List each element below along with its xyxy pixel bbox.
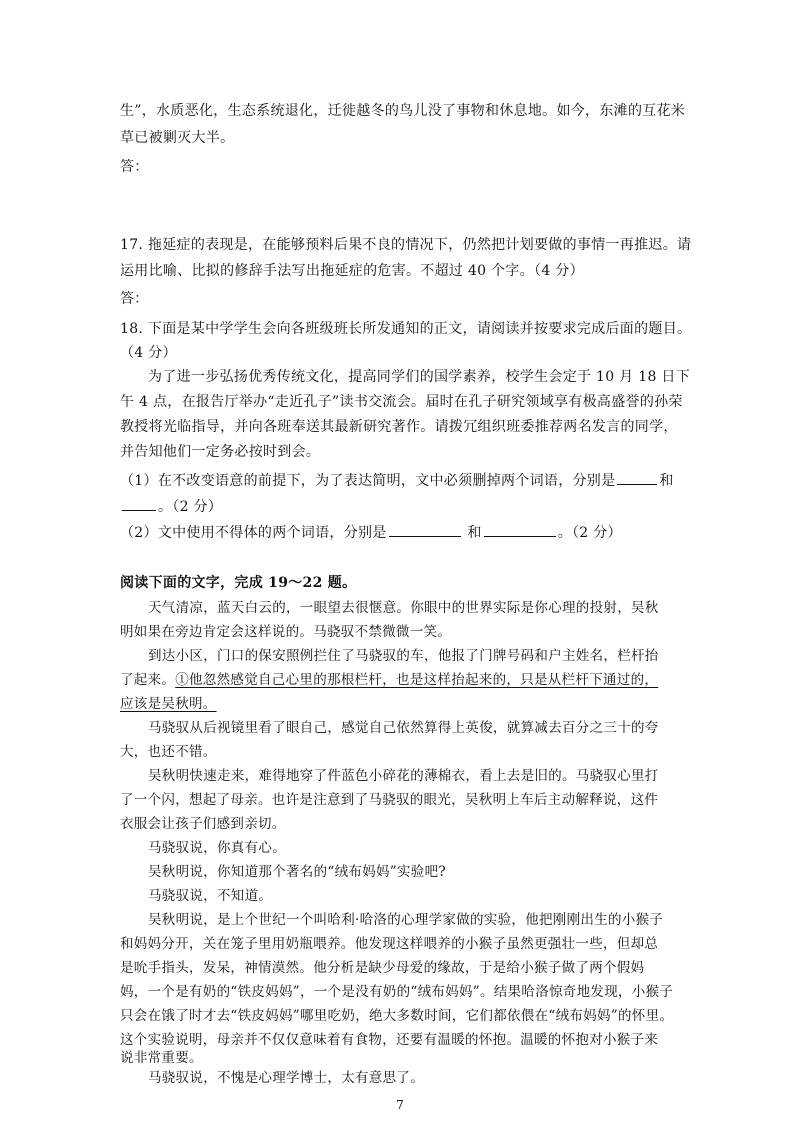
reading-line: 马骁驭说，不愧是心理学博士，太有意思了。 [148, 1070, 424, 1086]
answer-label: 答： [120, 291, 149, 307]
sub-question-1-and: 和 [659, 473, 674, 489]
underlined-sentence-1-cont: 应该是吴秋明。 [120, 696, 217, 712]
question-18-line: 18. 下面是某中学学生会向各班级班长所发通知的正文，请阅读并按要求完成后面的题目。 [120, 321, 692, 337]
notice-line: 为了进一步弘扬优秀传统文化，提高同学们的国学素养，校学生会定于 10 月 18 日下 [148, 369, 691, 385]
answer-blank[interactable] [617, 470, 657, 485]
sub-question-1-cont [120, 496, 222, 516]
reading-line: 这个实验说明，母亲并不仅仅意味着有食物，还要有温暖的怀抱。温暖的怀抱对小猴子来 [120, 1032, 659, 1048]
text-line: 生”，水质恶化，生态系统退化，迁徙越冬的鸟儿没了事物和休息地。如今，东滩的互花米 [120, 103, 686, 119]
question-18-points: （4 分） [120, 345, 177, 361]
answer-blank[interactable] [122, 496, 156, 511]
reading-line: 明如果在旁边肯定会这样说的。马骁驭不禁微微一笑。 [120, 624, 452, 640]
reading-line: 衣服会让孩子们感到亲切。 [120, 816, 286, 832]
answer-blank[interactable] [484, 522, 556, 537]
sub-question-2-points: 。（2 分） [557, 525, 622, 541]
reading-line: 大，也还不错。 [120, 744, 217, 760]
notice-line: 教授将光临指导，并向各班奉送其最新研究著作。请拨冗组织班委推荐两名发言的同学， [120, 419, 678, 435]
question-17-line: 运用比喻、比拟的修辞手法写出拖延症的危害。不超过 40 个字。（4 分） [120, 263, 584, 279]
reading-line: 马骁驭说，不知道。 [148, 888, 273, 904]
reading-line [120, 668, 658, 688]
sub-question-1 [120, 470, 674, 490]
reading-line: 马骁驭说，你真有心。 [148, 840, 286, 856]
answer-blank[interactable] [389, 522, 461, 537]
reading-line: 妈，一个是有奶的“铁皮妈妈”，一个是没有奶的“绒布妈妈”。结果哈洛惊奇地发现，小猴子 [120, 984, 674, 1000]
text-line: 草已被剿灭大半。 [120, 130, 235, 146]
notice-line: 午 4 点，在报告厅举办“走近孔子”读书交流会。届时在孔子研究领域享有极高盛誉的孙荣 [120, 394, 683, 410]
reading-line: 天气清凉，蓝天白云的，一眼望去很惬意。你眼中的世界实际是你心理的投射，吴秋 [148, 600, 659, 616]
reading-line: 是吮手指头，发呆，神情漠然。他分析是缺少母爱的缘故，于是给小猴子做了两个假妈 [120, 960, 645, 976]
sub-question-2-and: 和 [467, 525, 482, 541]
reading-line: 到达小区，门口的保安照例拦住了马骁驭的车，他报了门牌号码和户主姓名，栏杆抬 [148, 648, 659, 664]
page-number: 7 [396, 1098, 404, 1112]
sub-question-1-points: 。（2 分） [158, 499, 223, 515]
reading-line-text: 了起来。 [120, 672, 176, 688]
reading-line: 说非常重要。 [120, 1050, 203, 1066]
reading-line: 马骁驭从后视镜里看了眼自己，感觉自己依然算得上英俊，就算减去百分之三十的夸 [148, 720, 659, 736]
notice-line: 并告知他们一定务必按时到会。 [120, 444, 321, 460]
underlined-sentence-1: ①他忽然感觉自己心里的那根栏杆，也是这样抬起来的，只是从栏杆下通过的， [175, 672, 659, 688]
sub-question-1-text: （1）在不改变语意的前提下，为了表达简明，文中必须删掉两个词语，分别是 [120, 473, 616, 489]
reading-line: 了一个闪，想起了母亲。也许是注意到了马骁驭的眼光，吴秋明上车后主动解释说，这件 [120, 792, 659, 808]
answer-label: 答： [120, 159, 149, 175]
question-17-line: 17. 拖延症的表现是，在能够预料后果不良的情况下，仍然把计划要做的事情一再推迟。请 [120, 237, 692, 253]
reading-line: 吴秋明说，是上个世纪一个叫哈利·哈洛的心理学家做的实验，他把刚刚出生的小猴子 [148, 912, 664, 928]
reading-line: 和妈妈分开，关在笼子里用奶瓶喂养。他发现这样喂养的小猴子虽然更强壮一些，但却总 [120, 936, 659, 952]
reading-line: 只会在饿了时才去“铁皮妈妈”哪里吃奶，绝大多数时间，它们都依偎在“绒布妈妈”的怀里。 [120, 1008, 674, 1024]
sub-question-2-text: （2）文中使用不得体的两个词语，分别是 [120, 525, 387, 541]
reading-line: 吴秋明快速走来，难得地穿了件蓝色小碎花的薄棉衣，看上去是旧的。马骁驭心里打 [148, 768, 659, 784]
reading-line: 吴秋明说，你知道那个著名的“绒布妈妈”实验吧? [148, 864, 446, 880]
reading-heading: 阅读下面的文字，完成 19～22 题。 [120, 575, 357, 591]
sub-question-2 [120, 522, 622, 542]
